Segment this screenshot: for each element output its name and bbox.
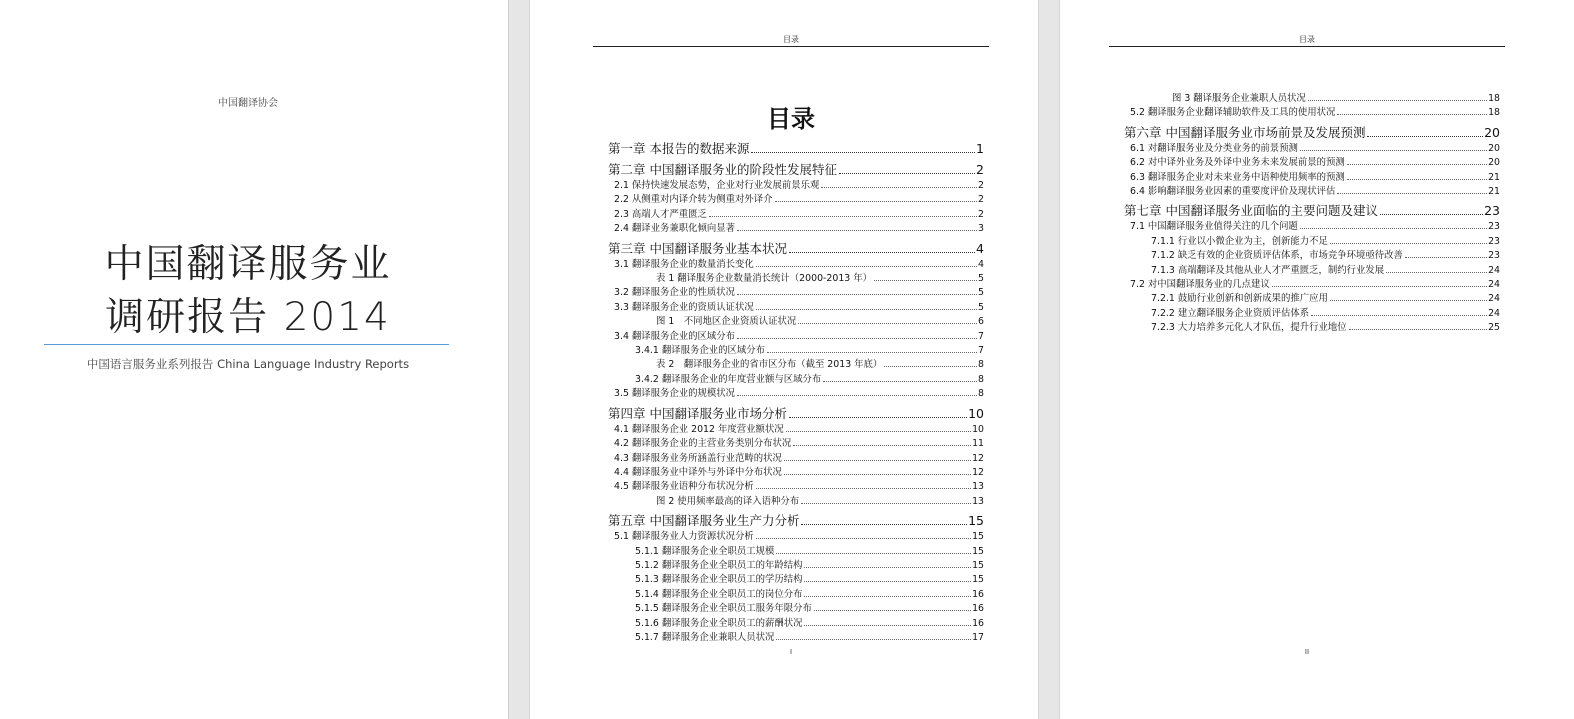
toc-dot-leader	[1405, 257, 1487, 258]
toc-entry-title: 5.1.7 翻译服务企业兼职人员状况	[635, 631, 775, 643]
toc-dot-leader	[776, 553, 971, 554]
toc-entry[interactable]	[608, 423, 984, 437]
toc-entry[interactable]	[608, 193, 984, 207]
toc-entry[interactable]	[1124, 321, 1500, 335]
toc-entry-title: 5.2 翻译服务企业翻译辅助软件及工具的使用状况	[1130, 107, 1336, 119]
toc-dot-leader	[756, 488, 971, 489]
header-rule	[593, 46, 989, 47]
toc-chapter-entry[interactable]	[608, 160, 984, 179]
toc-entry-title: 5.1.4 翻译服务企业全职员工的岗位分布	[635, 588, 803, 600]
toc-entry-page: 16	[972, 617, 984, 629]
toc-entry-page: 5	[978, 273, 984, 285]
cover-title-line2: 调研报告 2014	[105, 295, 391, 340]
toc-dot-leader	[786, 431, 971, 432]
toc-dot-leader	[737, 338, 977, 339]
toc-dot-leader	[798, 323, 977, 324]
toc-entry-title: 图 2 使用频率最高的译入语种分布	[656, 495, 800, 507]
toc-entry-title: 表 1 翻译服务企业数量消长统计（2000-2013 年）	[656, 273, 873, 285]
toc-entry[interactable]	[608, 315, 984, 329]
toc-entry-page: 5	[978, 301, 984, 313]
toc-entry-page: 8	[978, 388, 984, 400]
toc-dot-leader	[1337, 114, 1487, 115]
toc-entry-page: 24	[1488, 279, 1500, 291]
toc-entry-page: 5	[978, 287, 984, 299]
toc-entry-title: 5.1.3 翻译服务企业全职员工的学历结构	[635, 574, 803, 586]
toc-chapter-entry[interactable]	[608, 404, 984, 423]
toc-list	[1124, 92, 1500, 336]
toc-entry-page: 16	[972, 603, 984, 615]
toc-dot-leader	[804, 567, 971, 568]
toc-entry[interactable]	[608, 545, 984, 559]
toc-dot-leader	[737, 395, 977, 396]
page-header: 目录	[783, 35, 799, 44]
toc-dot-leader	[804, 596, 971, 597]
toc-entry-page: 10	[968, 405, 984, 421]
toc-entry-title: 3.2 翻译服务企业的性质状况	[614, 287, 736, 299]
toc-chapter-entry[interactable]	[1124, 201, 1500, 220]
cover-page	[0, 0, 508, 719]
toc-entry-page: 20	[1484, 124, 1500, 140]
toc-entry[interactable]	[1124, 307, 1500, 321]
toc-dot-leader	[756, 266, 977, 267]
toc-entry[interactable]	[608, 358, 984, 372]
toc-entry[interactable]	[608, 452, 984, 466]
toc-title: 目录	[767, 105, 815, 133]
toc-entry-title: 第五章 中国翻译服务业生产力分析	[608, 513, 800, 529]
toc-dot-leader	[1337, 193, 1487, 194]
toc-entry-page: 2	[978, 194, 984, 206]
toc-entry-page: 12	[972, 452, 984, 464]
toc-dot-leader	[793, 445, 971, 446]
toc-entry-page: 4	[978, 258, 984, 270]
toc-entry-title: 3.4.2 翻译服务企业的年度营业额与区域分布	[635, 373, 822, 385]
toc-dot-leader	[1300, 228, 1487, 229]
toc-entry-page: 11	[972, 438, 984, 450]
toc-entry-page: 21	[1488, 186, 1500, 198]
toc-entry[interactable]	[608, 387, 984, 401]
toc-entry[interactable]	[608, 466, 984, 480]
toc-entry[interactable]	[1124, 92, 1500, 106]
toc-entry[interactable]	[608, 344, 984, 358]
toc-entry-page: 7	[978, 345, 984, 357]
toc-entry[interactable]	[608, 437, 984, 451]
toc-entry-page: 18	[1488, 93, 1500, 104]
toc-dot-leader	[709, 216, 977, 217]
toc-entry-title: 7.2.2 建立翻译服务企业资质评估体系	[1151, 307, 1310, 319]
toc-entry-title: 7.2 对中国翻译服务业的几点建议	[1130, 279, 1270, 291]
toc-entry-title: 2.1 保持快速发展态势，企业对行业发展前景乐观	[614, 180, 820, 191]
toc-entry-page: 23	[1484, 203, 1500, 219]
toc-entry[interactable]	[608, 301, 984, 315]
cover-subtitle: 中国语言服务业系列报告 China Language Industry Reports	[86, 357, 410, 371]
toc-entry[interactable]	[608, 272, 984, 286]
page-header: 目录	[1299, 35, 1315, 44]
toc-entry-title: 6.3 翻译服务企业对未来业务中语种使用频率的预测	[1130, 171, 1345, 183]
toc-entry[interactable]	[1124, 264, 1500, 278]
toc-entry-page: 2	[978, 208, 984, 220]
toc-chapter-entry[interactable]	[1124, 123, 1500, 142]
toc-entry[interactable]	[608, 617, 984, 631]
toc-page-2	[1060, 0, 1574, 719]
toc-entry[interactable]	[608, 208, 984, 222]
toc-dot-leader	[801, 503, 971, 504]
toc-entry-title: 3.5 翻译服务企业的规模状况	[614, 388, 736, 400]
toc-entry-title: 第七章 中国翻译服务业面临的主要问题及建议	[1124, 203, 1378, 219]
toc-entry[interactable]	[1124, 235, 1500, 249]
toc-entry-title: 2.3 高端人才严重匮乏	[614, 208, 707, 220]
cover-title-line1: 中国翻译服务业	[104, 242, 392, 287]
toc-entry-page: 1	[976, 141, 984, 156]
toc-entry-title: 3.4 翻译服务企业的区域分布	[614, 330, 736, 342]
toc-dot-leader	[1272, 286, 1487, 287]
page-number: I	[789, 648, 793, 656]
toc-dot-leader	[823, 381, 977, 382]
toc-dot-leader	[784, 460, 971, 461]
toc-entry-title: 4.4 翻译服务业中译外与外译中分布状况	[614, 466, 782, 478]
toc-entry-title: 5.1.1 翻译服务企业全职员工规模	[635, 545, 775, 557]
toc-dot-leader	[1311, 315, 1487, 316]
toc-entry-page: 24	[1488, 264, 1500, 276]
toc-entry[interactable]	[608, 602, 984, 616]
toc-entry-page: 13	[972, 495, 984, 507]
toc-entry[interactable]	[1124, 106, 1500, 120]
toc-entry-title: 7.1 中国翻译服务业值得关注的几个问题	[1130, 221, 1298, 233]
toc-entry[interactable]	[1124, 156, 1500, 170]
toc-dot-leader	[821, 187, 977, 188]
toc-dot-leader	[789, 252, 975, 253]
toc-entry-page: 25	[1488, 322, 1500, 334]
toc-entry-title: 5.1.6 翻译服务企业全职员工的薪酬状况	[635, 617, 803, 629]
toc-entry-page: 10	[972, 423, 984, 435]
toc-entry-page: 21	[1488, 171, 1500, 183]
toc-dot-leader	[776, 639, 971, 640]
toc-entry-page: 23	[1488, 250, 1500, 262]
toc-entry-title: 2.4 翻译业务兼职化倾向显著	[614, 223, 736, 235]
toc-entry[interactable]	[608, 495, 984, 509]
toc-entry-page: 20	[1488, 142, 1500, 154]
toc-entry-title: 3.1 翻译服务企业的数量消长变化	[614, 258, 754, 270]
toc-dot-leader	[1330, 300, 1487, 301]
toc-dot-leader	[884, 366, 977, 367]
toc-dot-leader	[1367, 136, 1483, 137]
toc-entry-title: 4.3 翻译服务业务所涵盖行业范畴的状况	[614, 452, 782, 464]
toc-dot-leader	[751, 152, 975, 153]
toc-chapter-entry[interactable]	[608, 511, 984, 530]
header-rule	[1109, 46, 1505, 47]
toc-dot-leader	[814, 610, 971, 611]
toc-entry-page: 17	[972, 631, 984, 643]
toc-dot-leader	[1349, 329, 1487, 330]
toc-entry-title: 图 3 翻译服务企业兼职人员状况	[1172, 93, 1306, 104]
toc-entry-page: 2	[978, 180, 984, 191]
toc-entry[interactable]	[1124, 292, 1500, 306]
toc-entry-title: 7.2.1 鼓励行业创新和创新成果的推广应用	[1151, 293, 1328, 305]
toc-entry-title: 第三章 中国翻译服务业基本状况	[608, 240, 787, 256]
toc-entry-page: 3	[978, 223, 984, 235]
toc-dot-leader	[789, 417, 967, 418]
toc-entry-title: 6.2 对中译外业务及外译中业务未来发展前景的预测	[1130, 157, 1345, 169]
toc-entry-page: 15	[972, 531, 984, 543]
toc-list	[608, 137, 984, 645]
toc-entry[interactable]	[608, 530, 984, 544]
toc-entry[interactable]	[608, 559, 984, 573]
toc-entry-title: 4.1 翻译服务企业 2012 年度营业额状况	[614, 423, 784, 435]
toc-entry-title: 3.4.1 翻译服务企业的区域分布	[635, 345, 765, 357]
toc-entry[interactable]	[1124, 185, 1500, 199]
page-number: II	[1304, 648, 1310, 656]
toc-entry-title: 5.1.2 翻译服务企业全职员工的年龄结构	[635, 559, 803, 571]
toc-entry[interactable]	[608, 330, 984, 344]
toc-entry-page: 20	[1488, 157, 1500, 169]
toc-dot-leader	[1380, 214, 1483, 215]
toc-entry-page: 24	[1488, 293, 1500, 305]
toc-dot-leader	[1347, 164, 1487, 165]
toc-entry[interactable]	[608, 631, 984, 645]
cover-organization: 中国翻译协会	[218, 98, 278, 109]
toc-entry-title: 3.3 翻译服务企业的资质认证状况	[614, 301, 754, 313]
toc-entry-page: 8	[978, 359, 984, 371]
toc-entry-title: 7.2.3 大力培养多元化人才队伍，提升行业地位	[1151, 322, 1347, 334]
toc-dot-leader	[839, 173, 975, 174]
toc-entry[interactable]	[608, 258, 984, 272]
toc-entry[interactable]	[1124, 142, 1500, 156]
toc-dot-leader	[756, 309, 977, 310]
toc-entry[interactable]	[608, 222, 984, 236]
toc-entry-title: 第二章 中国翻译服务业的阶段性发展特征	[608, 162, 837, 177]
toc-entry-page: 12	[972, 466, 984, 478]
toc-entry-page: 13	[972, 481, 984, 493]
toc-dot-leader	[1308, 100, 1487, 101]
toc-entry-page: 6	[978, 316, 984, 328]
toc-entry-title: 第六章 中国翻译服务业市场前景及发展预测	[1124, 124, 1366, 140]
toc-entry[interactable]	[608, 480, 984, 494]
toc-entry-title: 7.1.3 高端翻译及其他从业人才严重匮乏，制约行业发展	[1151, 264, 1385, 276]
toc-entry-title: 第一章 本报告的数据来源	[608, 141, 750, 156]
toc-entry[interactable]	[608, 573, 984, 587]
toc-entry-page: 8	[978, 373, 984, 385]
toc-entry-page: 15	[972, 545, 984, 557]
toc-entry-title: 4.5 翻译服务业语种分布状况分析	[614, 481, 754, 493]
toc-entry-title: 7.1.1 行业以小微企业为主，创新能力不足	[1151, 235, 1328, 247]
toc-entry-page: 2	[976, 162, 984, 177]
toc-entry-page: 23	[1488, 221, 1500, 233]
toc-dot-leader	[767, 352, 977, 353]
toc-dot-leader	[801, 524, 967, 525]
toc-page-1	[530, 0, 1038, 719]
toc-entry[interactable]	[1124, 278, 1500, 292]
toc-dot-leader	[1386, 272, 1487, 273]
toc-entry-page: 23	[1488, 235, 1500, 247]
toc-entry-page: 16	[972, 588, 984, 600]
toc-entry-page: 24	[1488, 307, 1500, 319]
toc-entry-title: 6.4 影响翻译服务业因素的重要度评价及现状评估	[1130, 186, 1336, 198]
toc-entry-title: 7.1.2 缺乏有效的企业资质评估体系，市场竞争环境亟待改善	[1151, 250, 1403, 262]
cover-divider	[44, 344, 449, 345]
toc-dot-leader	[804, 581, 971, 582]
toc-entry[interactable]	[608, 373, 984, 387]
toc-dot-leader	[737, 230, 977, 231]
toc-dot-leader	[1330, 243, 1487, 244]
toc-entry-title: 表 2 翻译服务企业的省市区分布（截至 2013 年底）	[656, 359, 883, 371]
toc-entry[interactable]	[1124, 249, 1500, 263]
toc-entry-page: 15	[972, 574, 984, 586]
toc-chapter-entry[interactable]	[608, 139, 984, 158]
toc-entry-title: 2.2 从侧重对内译介转为侧重对外译介	[614, 194, 773, 206]
toc-entry-page: 7	[978, 330, 984, 342]
toc-entry[interactable]	[1124, 220, 1500, 234]
toc-entry-page: 15	[972, 559, 984, 571]
toc-entry[interactable]	[608, 588, 984, 602]
toc-entry-title: 第四章 中国翻译服务业市场分析	[608, 405, 787, 421]
toc-dot-leader	[804, 625, 971, 626]
toc-entry[interactable]	[1124, 171, 1500, 185]
toc-dot-leader	[756, 538, 971, 539]
toc-entry-title: 6.1 对翻译服务业及分类业务的前景预测	[1130, 142, 1298, 154]
toc-entry-title: 图 1 不同地区企业资质认证状况	[656, 316, 797, 328]
toc-entry-page: 15	[968, 513, 984, 529]
toc-dot-leader	[784, 474, 971, 475]
cover-title	[0, 238, 496, 344]
toc-entry-title: 5.1.5 翻译服务企业全职员工服务年限分布	[635, 603, 812, 615]
toc-dot-leader	[1347, 179, 1487, 180]
toc-chapter-entry[interactable]	[608, 239, 984, 258]
toc-dot-leader	[775, 201, 978, 202]
toc-dot-leader	[737, 294, 977, 295]
toc-entry-page: 4	[976, 240, 984, 256]
toc-entry-title: 5.1 翻译服务业人力资源状况分析	[614, 531, 754, 543]
toc-entry-title: 4.2 翻译服务企业的主营业务类别分布状况	[614, 438, 792, 450]
toc-dot-leader	[874, 280, 977, 281]
toc-entry[interactable]	[608, 179, 984, 193]
toc-entry[interactable]	[608, 286, 984, 300]
toc-dot-leader	[1300, 150, 1487, 151]
toc-entry-page: 18	[1488, 107, 1500, 119]
